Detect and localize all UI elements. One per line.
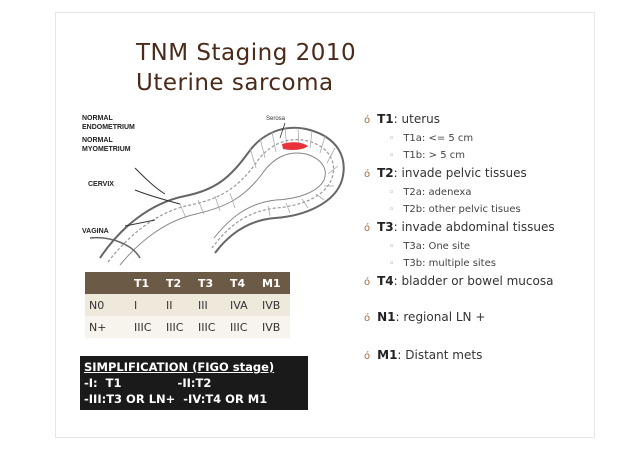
sub-item bbox=[389, 187, 471, 198]
table-header-cell: M1 bbox=[258, 272, 290, 294]
tnm-stage-table bbox=[85, 272, 290, 338]
table-cell: IIIC bbox=[194, 316, 226, 338]
table-row bbox=[85, 316, 290, 338]
label-normal-endometrium-2: ENDOMETRIUM bbox=[82, 124, 135, 131]
table-cell: N+ bbox=[85, 316, 130, 338]
table-cell: IIIC bbox=[162, 316, 194, 338]
stage-text: : regional LN + bbox=[395, 310, 486, 324]
simplification-line-1: -I: T1 -II:T2 bbox=[84, 376, 212, 390]
staging-list bbox=[364, 108, 594, 438]
stage-key: N1 bbox=[377, 310, 396, 324]
list-item-t1 bbox=[364, 112, 440, 126]
list-item-t3 bbox=[364, 220, 555, 234]
sub-item bbox=[389, 258, 496, 269]
sub-item bbox=[389, 241, 470, 252]
sub-item-text: T2b: other pelvic tisues bbox=[403, 204, 521, 215]
sub-item-text: T1b: > 5 cm bbox=[403, 150, 466, 161]
simplification-box bbox=[80, 356, 308, 410]
table-cell: III bbox=[194, 294, 226, 316]
label-cervix: CERVIX bbox=[88, 181, 114, 188]
sub-bullet-icon: ◦ bbox=[389, 205, 395, 215]
title-line-2: Uterine sarcoma bbox=[136, 70, 334, 96]
table-row bbox=[85, 294, 290, 316]
label-vagina: VAGINA bbox=[82, 228, 109, 235]
table-header-cell: T3 bbox=[194, 272, 226, 294]
uterus-diagram bbox=[80, 108, 358, 268]
stage-text: : Distant mets bbox=[397, 348, 483, 362]
sub-item-text: T3b: multiple sites bbox=[403, 258, 496, 269]
bullet-icon: ó bbox=[364, 313, 371, 324]
label-serosa: Serosa bbox=[266, 116, 286, 122]
table-header-row bbox=[85, 272, 290, 294]
simplification-heading: SIMPLIFICATION (FIGO stage) bbox=[84, 360, 275, 374]
sub-item-text: T3a: One site bbox=[403, 241, 471, 252]
table-cell: IVB bbox=[258, 294, 290, 316]
list-item-n1 bbox=[364, 310, 485, 324]
bullet-icon: ó bbox=[364, 277, 371, 288]
table-cell: IIIC bbox=[226, 316, 258, 338]
table-cell: IIIC bbox=[130, 316, 162, 338]
bullet-icon: ó bbox=[364, 223, 371, 234]
slide-title bbox=[136, 38, 356, 98]
title-line-1: TNM Staging 2010 bbox=[136, 40, 357, 66]
stage-key: T3 bbox=[377, 220, 394, 234]
sub-item bbox=[389, 204, 521, 215]
stage-text: : uterus bbox=[393, 112, 441, 126]
table-header-cell: T4 bbox=[226, 272, 258, 294]
sub-bullet-icon: ◦ bbox=[389, 188, 395, 198]
sub-bullet-icon: ◦ bbox=[389, 242, 395, 252]
sub-item-text: T2a: adenexa bbox=[403, 187, 472, 198]
table-cell: IVB bbox=[258, 316, 290, 338]
stage-key: T1 bbox=[377, 112, 394, 126]
stage-text: : invade pelvic tissues bbox=[393, 166, 527, 180]
table-cell: I bbox=[130, 294, 162, 316]
list-item-t2 bbox=[364, 166, 527, 180]
table-cell: IVA bbox=[226, 294, 258, 316]
table-cell: N0 bbox=[85, 294, 130, 316]
label-normal-myometrium-1: NORMAL bbox=[82, 137, 113, 144]
bullet-icon: ó bbox=[364, 169, 371, 180]
label-normal-endometrium-1: NORMAL bbox=[82, 115, 113, 122]
table-header-cell bbox=[85, 272, 130, 294]
sub-item bbox=[389, 133, 473, 144]
label-normal-myometrium-2: MYOMETRIUM bbox=[82, 146, 131, 153]
stage-text: : invade abdominal tissues bbox=[393, 220, 555, 234]
stage-key: T2 bbox=[377, 166, 394, 180]
bullet-icon: ó bbox=[364, 115, 371, 126]
stage-text: : bladder or bowel mucosa bbox=[393, 274, 554, 288]
sub-item-text: T1a: <= 5 cm bbox=[403, 133, 474, 144]
stage-key: M1 bbox=[377, 348, 398, 362]
bullet-icon: ó bbox=[364, 351, 371, 362]
list-item-t4 bbox=[364, 274, 553, 288]
sub-item bbox=[389, 150, 465, 161]
stage-key: T4 bbox=[377, 274, 394, 288]
sub-bullet-icon: ◦ bbox=[389, 134, 395, 144]
sub-bullet-icon: ◦ bbox=[389, 259, 395, 269]
table-cell: II bbox=[162, 294, 194, 316]
list-item-m1 bbox=[364, 348, 482, 362]
table-header-cell: T2 bbox=[162, 272, 194, 294]
sub-bullet-icon: ◦ bbox=[389, 151, 395, 161]
table-header-cell: T1 bbox=[130, 272, 162, 294]
simplification-line-2: -III:T3 OR LN+ -IV:T4 OR M1 bbox=[84, 392, 268, 406]
